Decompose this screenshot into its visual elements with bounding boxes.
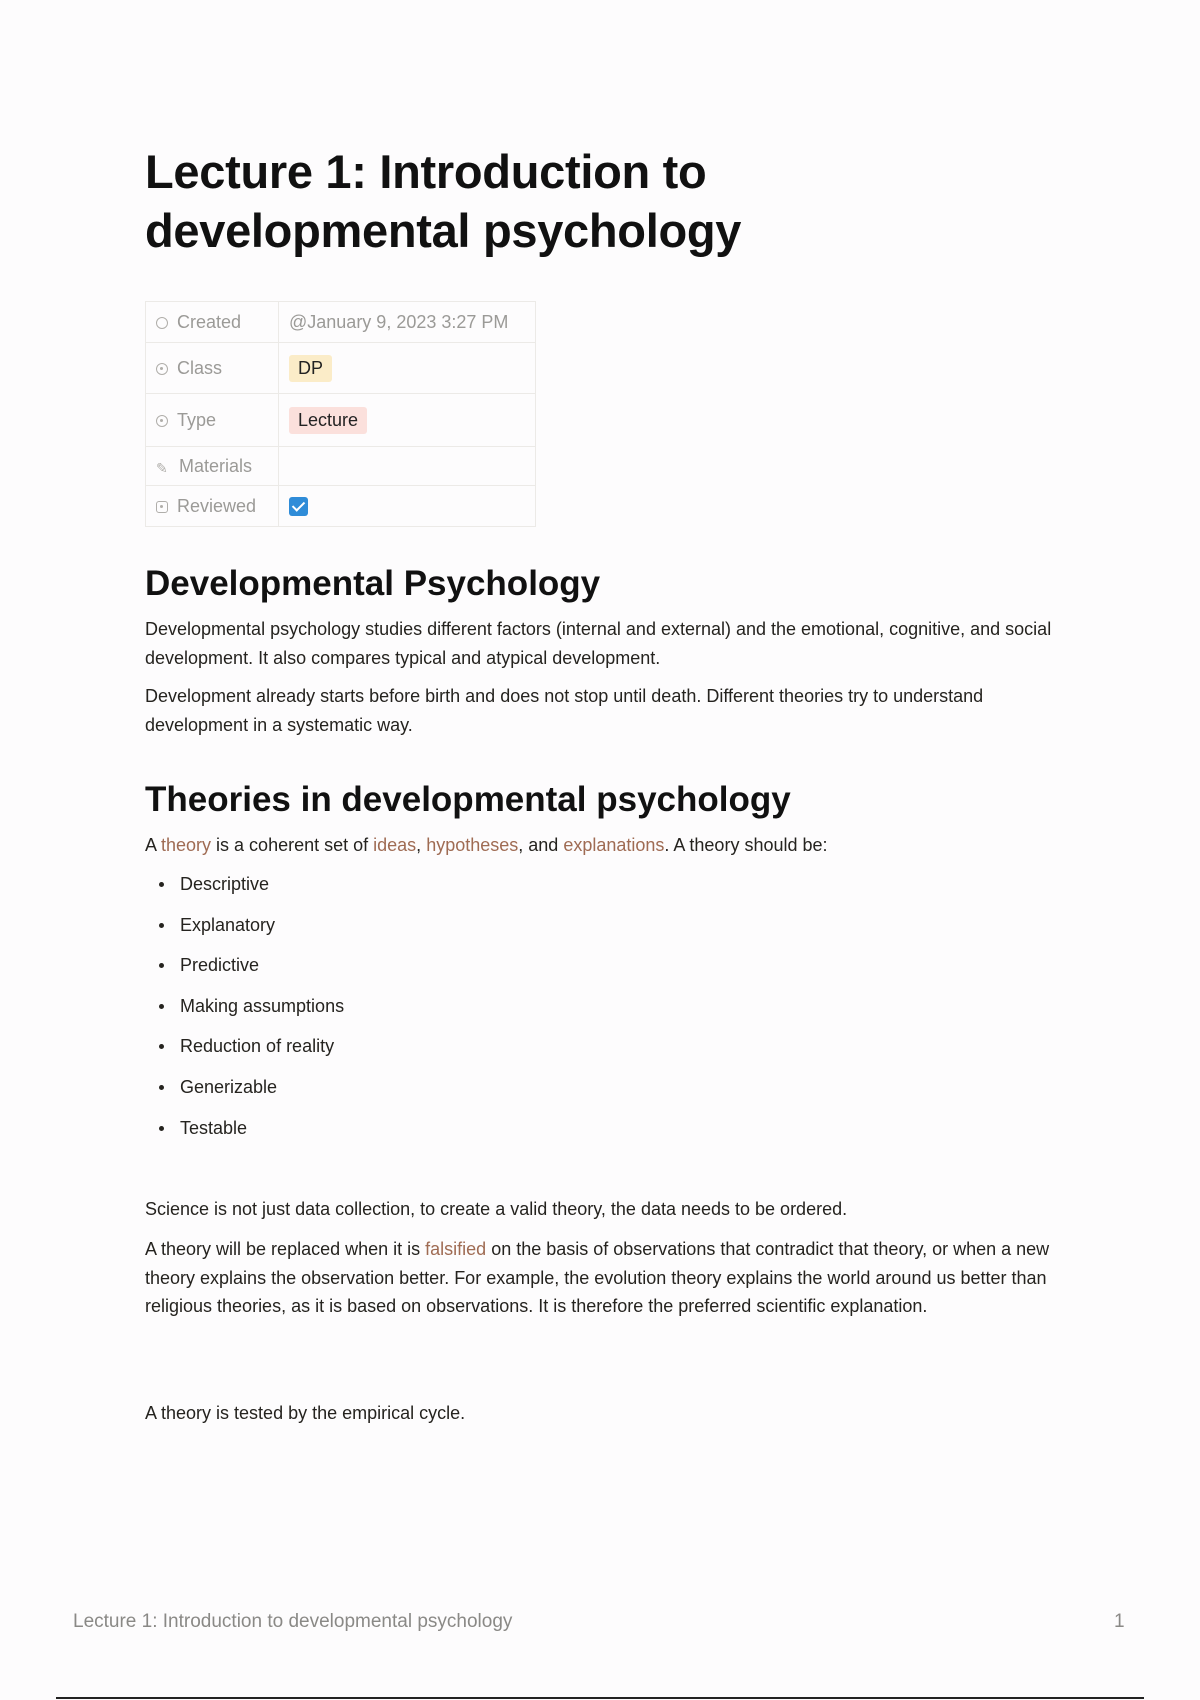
paragraph: Development already starts before birth and does not stop until death. Different theories try to understand development in a systematic way. (145, 686, 984, 735)
property-row-created (146, 302, 536, 343)
section-heading-theories: Theories in developmental psychology (145, 780, 791, 819)
select-icon (156, 363, 168, 375)
list-item: Generizable (145, 1073, 344, 1114)
property-label-created: Created (177, 311, 242, 332)
page-title: Lecture 1: Introduction to developmental psychology (145, 145, 742, 257)
list-item: Explanatory (145, 911, 344, 952)
property-label-materials: Materials (179, 455, 253, 476)
reviewed-checkbox[interactable] (289, 497, 308, 516)
property-value-materials[interactable] (279, 447, 536, 486)
property-label-type: Type (177, 409, 217, 430)
property-row-materials (146, 447, 536, 486)
footer-title: Lecture 1: Introduction to developmental psychology (73, 1611, 513, 1632)
list-item: Reduction of reality (145, 1032, 344, 1073)
property-row-reviewed (146, 486, 536, 527)
theory-criteria-list (145, 870, 344, 1154)
select-icon (156, 415, 168, 427)
type-tag[interactable]: Lecture (289, 407, 367, 434)
property-row-class (146, 343, 536, 394)
section-heading-developmental-psychology: Developmental Psychology (145, 564, 601, 603)
paragraph-theory-intro: A theory is a coherent set of ideas, hypotheses, and explanations. A theory should be: (145, 835, 828, 855)
highlight-hypotheses: hypotheses (426, 835, 519, 855)
paragraph: A theory is tested by the empirical cycle. (145, 1403, 466, 1423)
paperclip-icon: ✎ (156, 459, 168, 476)
highlight-ideas: ideas (373, 835, 417, 855)
property-label-reviewed: Reviewed (177, 495, 257, 516)
page-number: 1 (1114, 1611, 1125, 1632)
bottom-divider (56, 1697, 1144, 1699)
clock-icon (156, 317, 168, 329)
properties-table (145, 301, 536, 527)
property-label-class: Class (177, 357, 223, 378)
class-tag[interactable]: DP (289, 355, 332, 382)
list-item: Descriptive (145, 870, 344, 911)
list-item: Predictive (145, 951, 344, 992)
paragraph: Developmental psychology studies different factors (internal and external) and the emotional, cognitive, and social development. It also compares typical and atypical development. (145, 619, 1052, 668)
highlight-falsified: falsified (425, 1239, 487, 1259)
property-value-created: @January 9, 2023 3:27 PM (279, 302, 536, 343)
property-row-type (146, 394, 536, 447)
checkbox-property-icon (156, 501, 168, 513)
paragraph: Science is not just data collection, to create a valid theory, the data needs to be ordered. (145, 1199, 848, 1219)
highlight-explanations: explanations (563, 835, 665, 855)
highlight-theory: theory (161, 835, 212, 855)
list-item: Testable (145, 1114, 344, 1155)
paragraph-falsified: A theory will be replaced when it is falsified on the basis of observations that contradict that theory, or when a new theory explains the observation better. For example, the evolution theory explains the world around us better than religious theories, as it is based on observations. It is therefore the preferred scientific explanation. (145, 1239, 1050, 1316)
list-item: Making assumptions (145, 992, 344, 1033)
